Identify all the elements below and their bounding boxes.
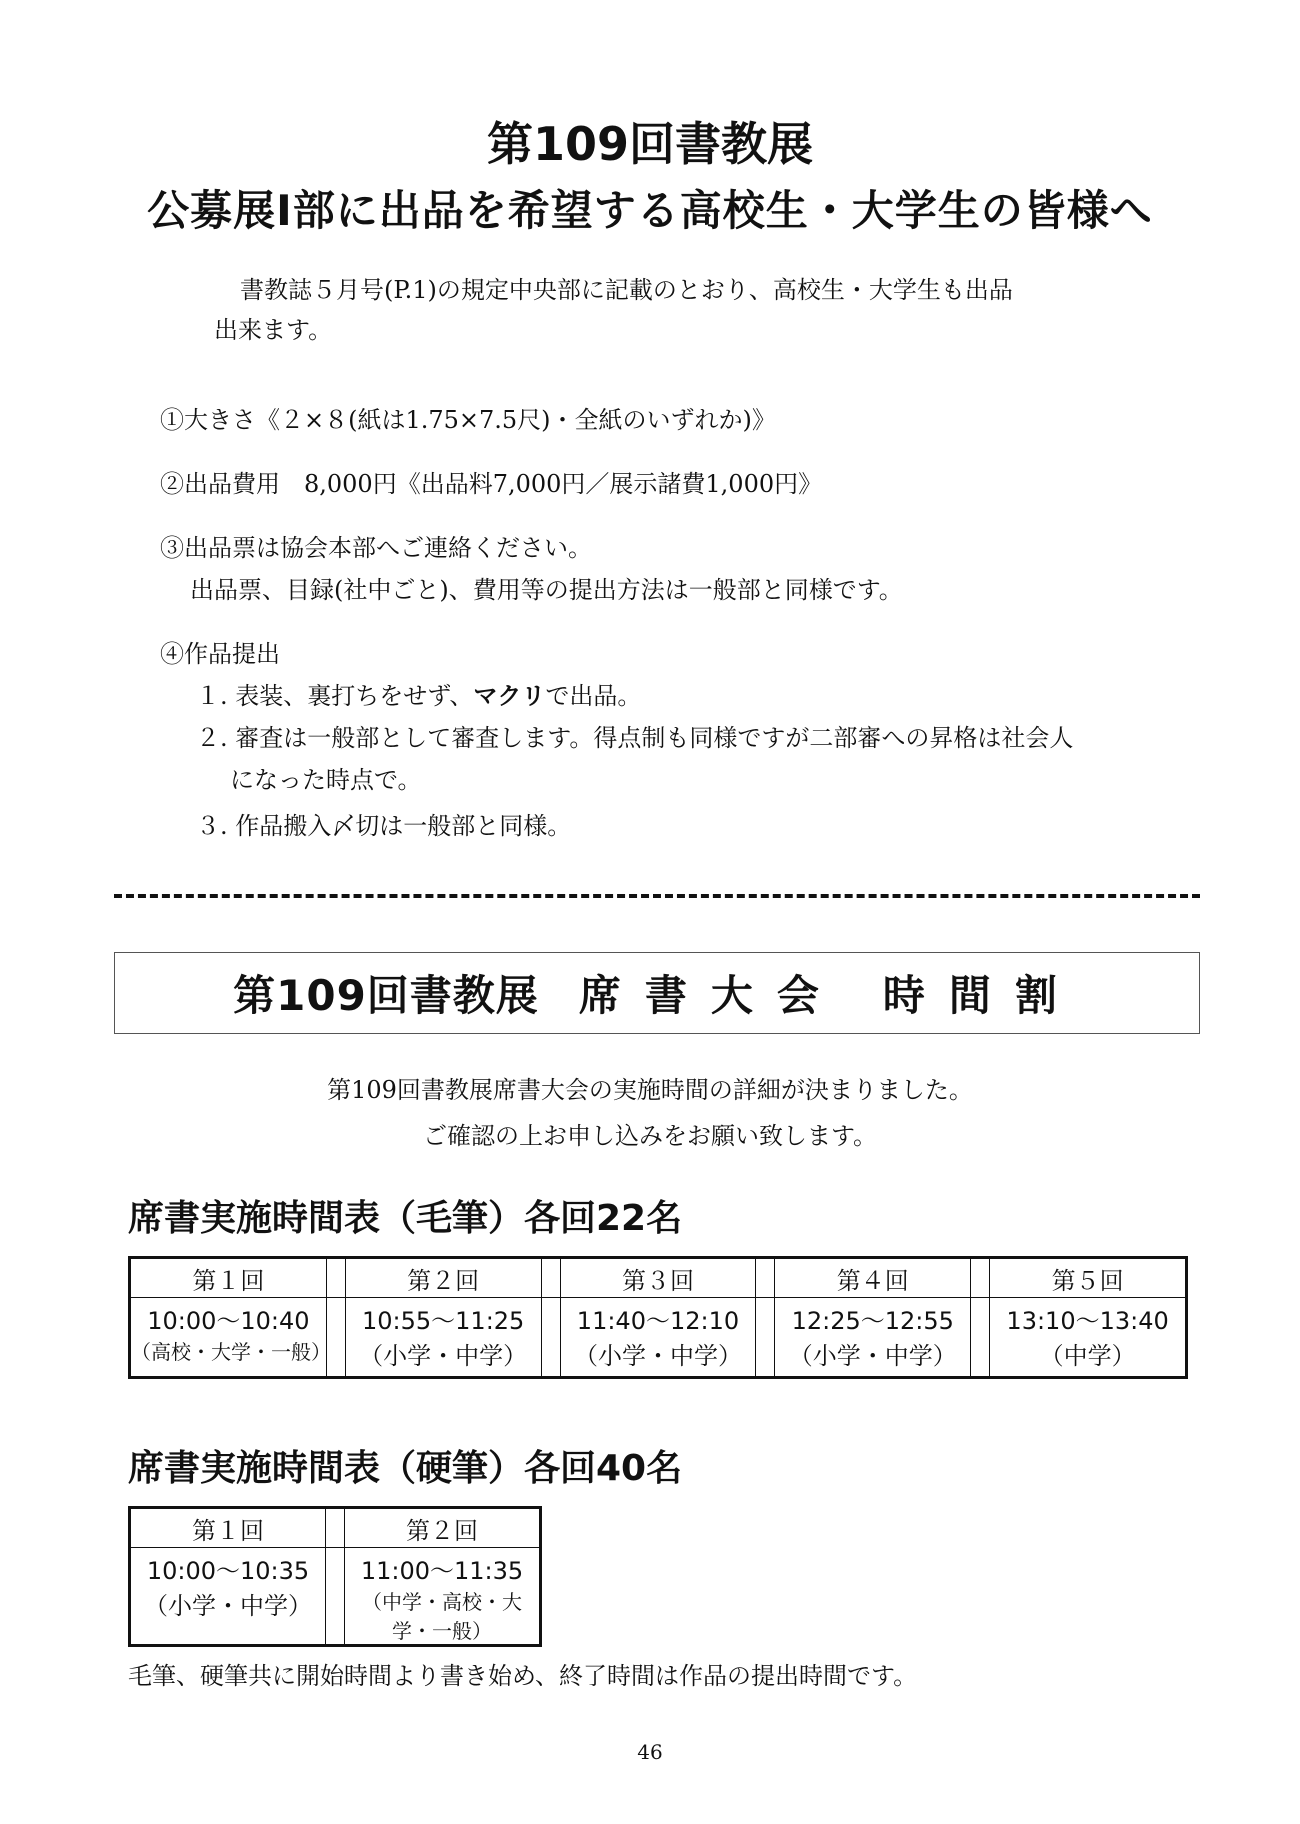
schedule-title-sched: 時間割 xyxy=(882,971,1081,1020)
intro-line-2: 出来ます。 xyxy=(214,316,333,344)
schedule-title-event: 席書大会 xyxy=(578,971,843,1020)
brush-session-1-time: 10:00～10:40 xyxy=(130,1298,327,1337)
submission-rule-2-line-2: になった時点で。 xyxy=(230,766,422,794)
pen-session-2-group: （中学・高校・大学・一般） xyxy=(345,1586,541,1646)
brush-session-4-label: 第４回 xyxy=(775,1258,971,1298)
brush-table-title: 席書実施時間表（毛筆）各回22名 xyxy=(128,1198,683,1239)
page-title: 第109回書教展 xyxy=(486,117,814,171)
intro-line-1: 書教誌５月号(P.1)の規定中央部に記載のとおり、高校生・大学生も出品 xyxy=(240,276,1013,304)
brush-session-2-group: （小学・中学） xyxy=(345,1336,541,1378)
brush-session-5-group: （中学） xyxy=(990,1336,1187,1378)
pen-session-1-label: 第１回 xyxy=(130,1508,326,1548)
page-number: 46 xyxy=(637,1740,663,1764)
submission-rule-1-prefix: １. 表装、裏打ちをせず、 xyxy=(196,682,474,710)
brush-session-5-label: 第５回 xyxy=(990,1258,1187,1298)
item-ticket: ③出品票は協会本部へご連絡ください。 xyxy=(160,534,592,562)
brush-session-4-group: （小学・中学） xyxy=(775,1336,971,1378)
pen-table-title: 席書実施時間表（硬筆）各回40名 xyxy=(128,1448,683,1489)
submission-rule-1-suffix: で出品。 xyxy=(545,682,642,710)
brush-session-5-time: 13:10～13:40 xyxy=(990,1298,1187,1337)
brush-schedule-table xyxy=(128,1256,1188,1379)
schedule-lead-2: ご確認の上お申し込みをお願い致します。 xyxy=(422,1122,878,1150)
pen-session-2-label: 第２回 xyxy=(345,1508,541,1548)
submission-rule-3: ３. 作品搬入〆切は一般部と同様。 xyxy=(196,812,572,840)
section-divider xyxy=(114,894,1200,898)
pen-session-2-time: 11:00～11:35 xyxy=(345,1548,541,1587)
item-fee: ②出品費用 8,000円《出品料7,000円／展示諸費1,000円》 xyxy=(160,470,823,498)
brush-session-4-time: 12:25～12:55 xyxy=(775,1298,971,1337)
schedule-title-main: 第109回書教展 xyxy=(233,971,539,1020)
brush-session-3-time: 11:40～12:10 xyxy=(560,1298,756,1337)
pen-session-1-group: （小学・中学） xyxy=(130,1586,326,1646)
schedule-lead-1: 第109回書教展席書大会の実施時間の詳細が決まりました。 xyxy=(327,1076,973,1104)
submission-rule-1-emphasis: マクリ xyxy=(473,682,546,710)
brush-session-1-label: 第１回 xyxy=(130,1258,327,1298)
footer-note: 毛筆、硬筆共に開始時間より書き始め、終了時間は作品の提出時間です。 xyxy=(128,1662,918,1690)
brush-session-2-time: 10:55～11:25 xyxy=(345,1298,541,1337)
brush-session-2-label: 第２回 xyxy=(345,1258,541,1298)
brush-session-3-label: 第３回 xyxy=(560,1258,756,1298)
item-ticket-note: 出品票、目録(社中ごと)、費用等の提出方法は一般部と同様です。 xyxy=(190,576,903,604)
item-submission-title: ④作品提出 xyxy=(160,640,280,668)
submission-rule-2-line-1: ２. 審査は一般部として審査します。得点制も同様ですが二部審への昇格は社会人 xyxy=(196,724,1074,752)
brush-session-1-group: （高校・大学・一般） xyxy=(130,1336,327,1378)
schedule-title xyxy=(233,963,1081,1023)
pen-schedule-table xyxy=(128,1506,542,1647)
pen-session-1-time: 10:00～10:35 xyxy=(130,1548,326,1587)
page-subtitle: 公募展Ⅰ部に出品を希望する高校生・大学生の皆様へ xyxy=(147,186,1153,235)
item-size: ①大きさ《２×８(紙は1.75×7.5尺)・全紙のいずれか)》 xyxy=(160,406,776,434)
schedule-title-box xyxy=(114,952,1200,1034)
submission-rule-1 xyxy=(196,678,641,714)
brush-session-3-group: （小学・中学） xyxy=(560,1336,756,1378)
